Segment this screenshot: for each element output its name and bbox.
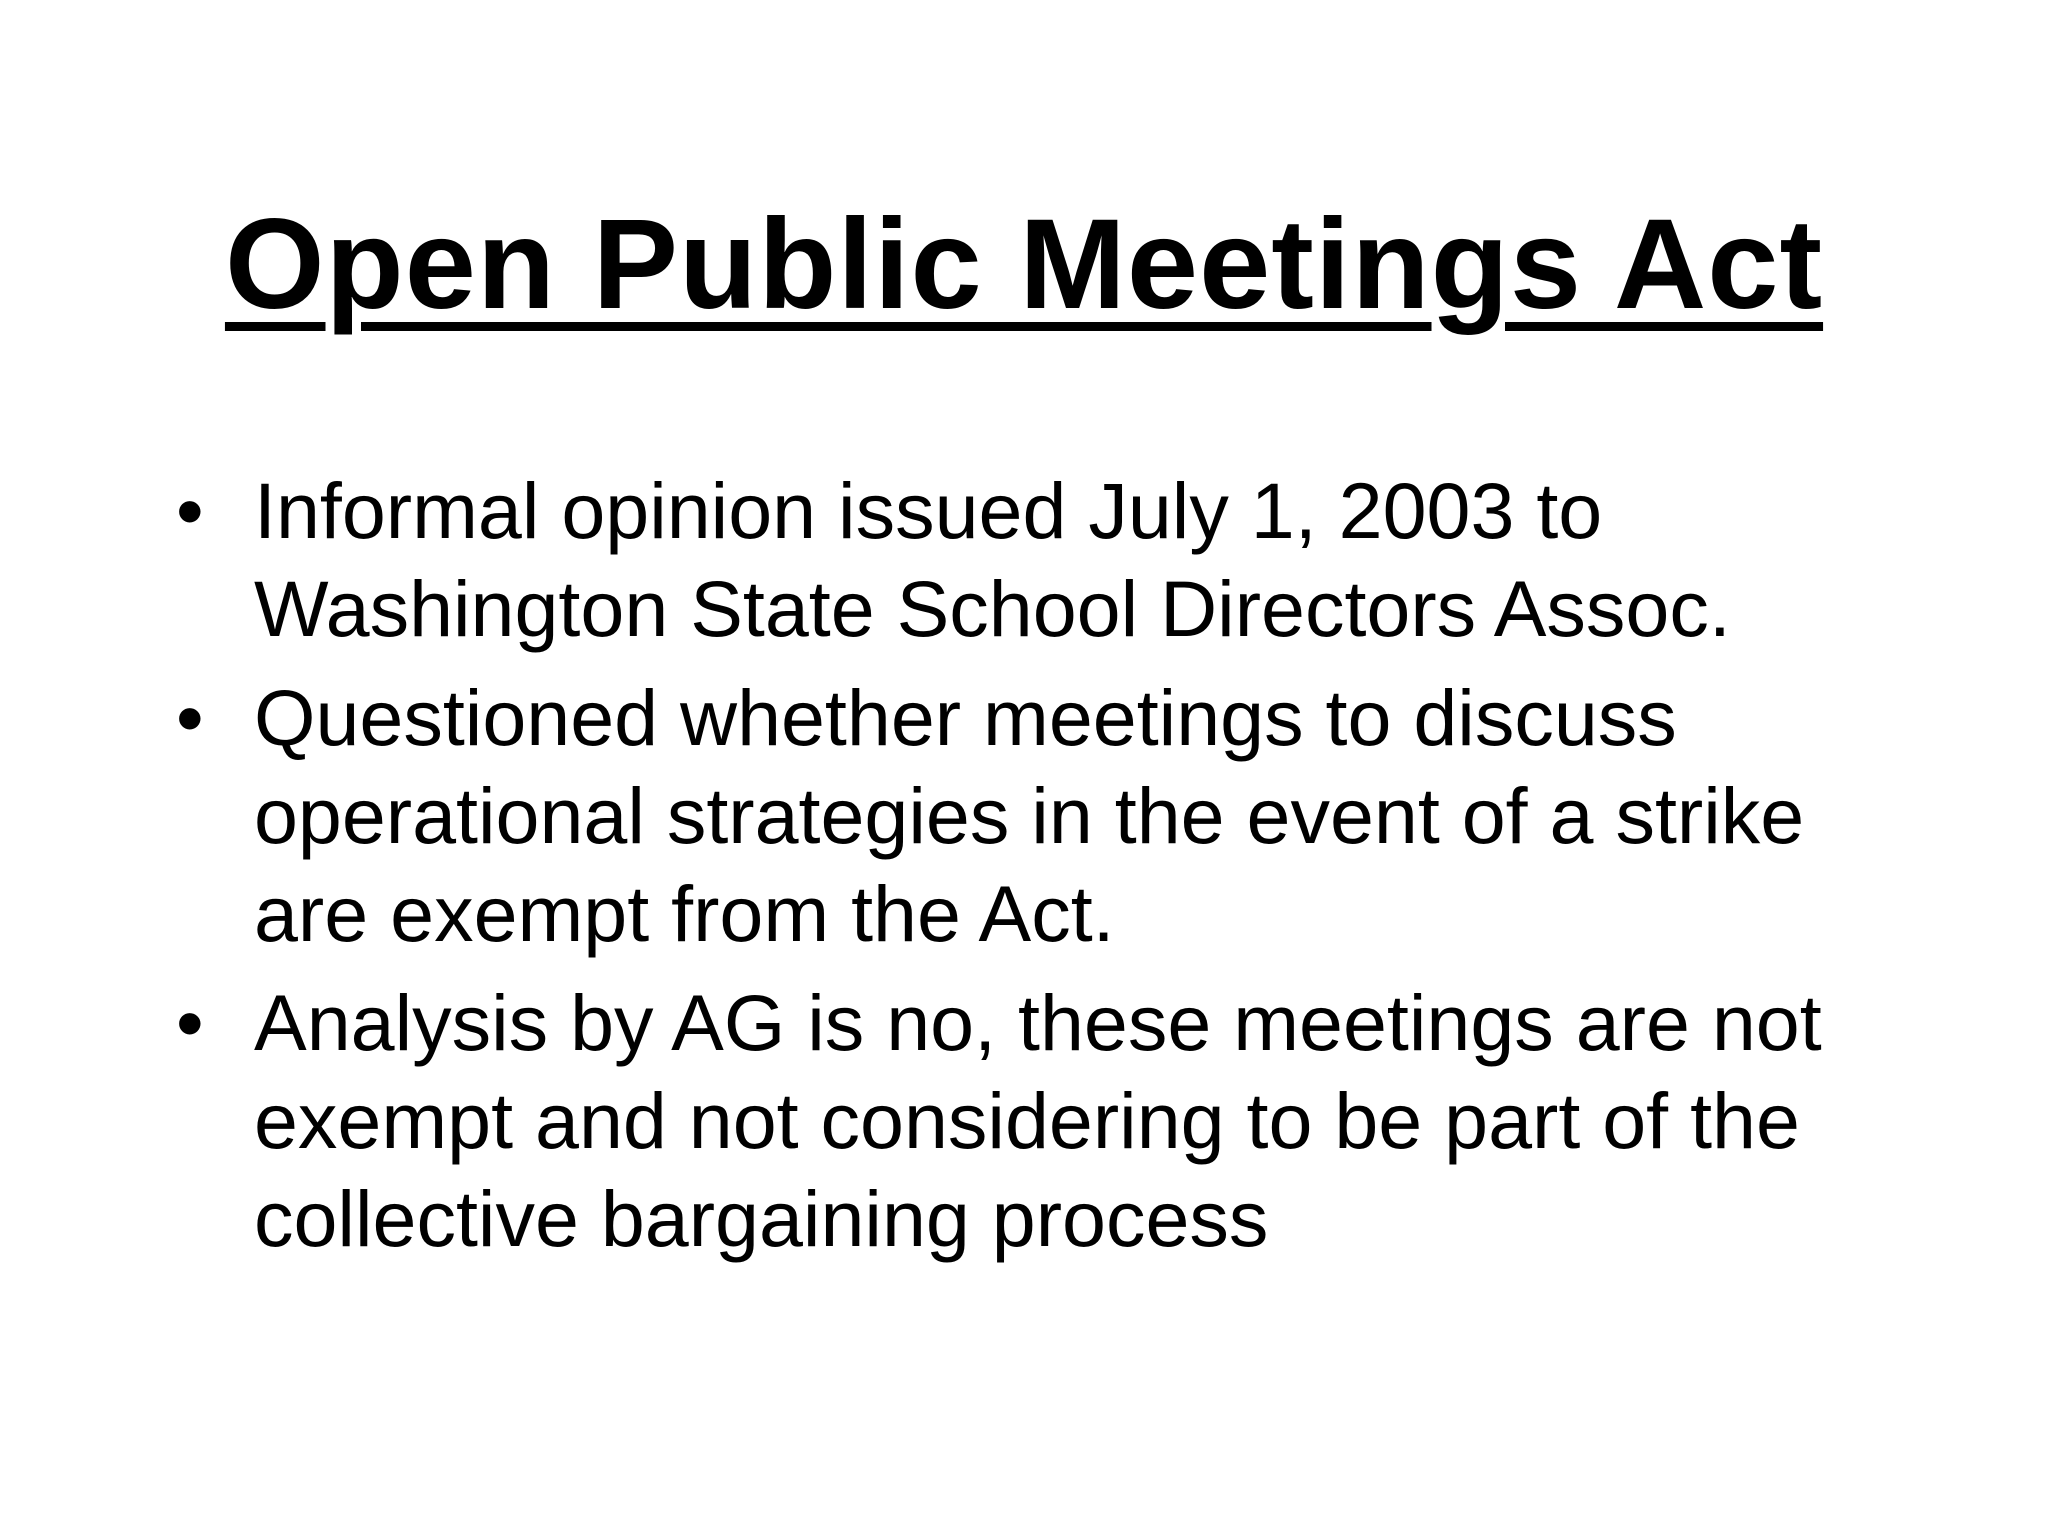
bullet-item [170, 974, 1910, 1268]
bullet-icon: • [176, 978, 204, 1067]
bullet-icon: • [176, 673, 204, 762]
slide-title-text: Open Public Meetings Act [224, 193, 1824, 336]
bullet-text: Informal opinion issued July 1, 2003 to Washington State School Directors Assoc. [254, 466, 1731, 653]
bullet-text: Analysis by AG is no, these meetings are not exempt and not considering to be part of the collective bargaining process [254, 978, 1822, 1263]
bullet-item [170, 462, 1910, 658]
bullet-text: Questioned whether meetings to discuss operational strategies in the event of a strike are exempt from the Act. [254, 673, 1805, 958]
bullet-list [170, 462, 1910, 1279]
bullet-icon: • [176, 466, 204, 555]
slide-title [0, 190, 2048, 340]
bullet-item [170, 669, 1910, 963]
